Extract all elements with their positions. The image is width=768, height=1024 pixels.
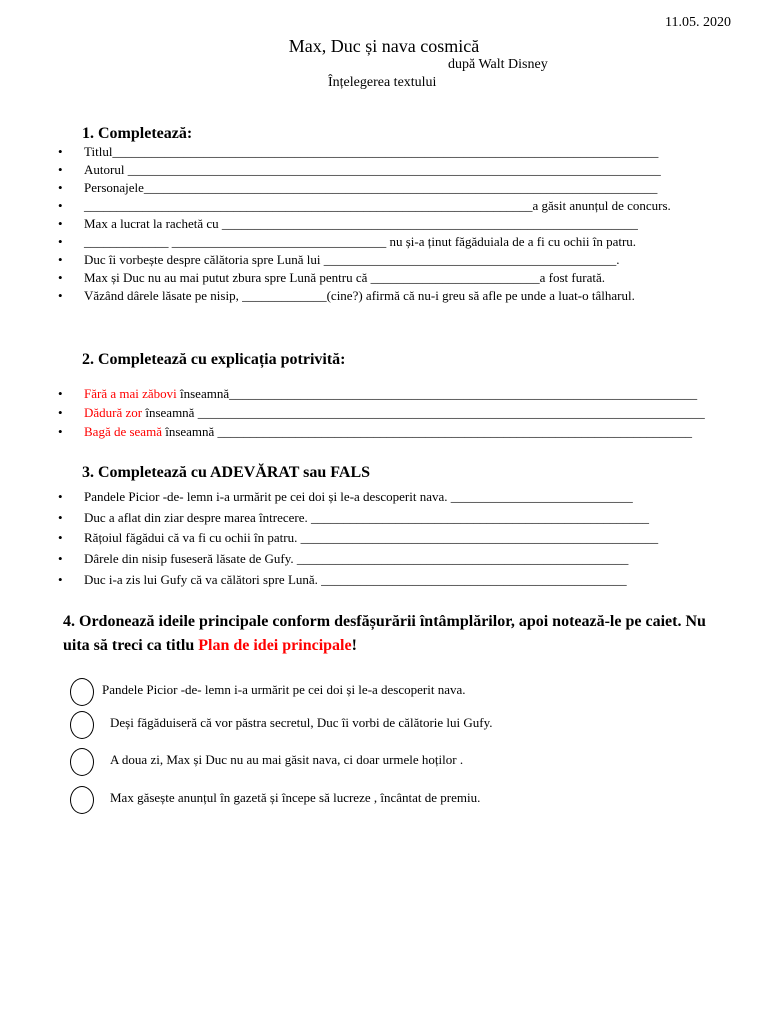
list-item	[84, 405, 705, 421]
idea-text: Pandele Picior -de- lemn i-a urmărit pe cei doi și le-a descoperit nava.	[102, 682, 466, 697]
list-item: • Duc a aflat din ziar despre marea întrecere. ____________________________________________________	[84, 510, 649, 526]
phrase: Fără a mai zăbovi	[84, 386, 177, 401]
order-circle[interactable]	[70, 786, 94, 814]
list-item: • Pandele Picior -de- lemn i-a urmărit pe cei doi și le-a descoperit nava. ____________________________	[84, 489, 633, 505]
section3-heading: 3. Completează cu ADEVĂRAT sau FALS	[82, 464, 371, 481]
list-item: • Max și Duc nu au mai putut zbura spre Lună pentru că __________________________a fost furată.	[84, 270, 605, 286]
author-line: după Walt Disney	[448, 57, 548, 72]
list-item: • Duc îi vorbește despre călătoria spre Lună lui _____________________________________________.	[84, 252, 619, 268]
list-item: • Autorul __________________________________________________________________________________	[84, 162, 661, 178]
section4-heading-text: 4. Ordonează ideile principale conform desfășurării întâmplărilor, apoi notează-le pe caiet. Nu uita să treci ca titlu	[63, 613, 706, 654]
plan-title: Plan de idei principale	[198, 637, 352, 654]
idea-text: A doua zi, Max și Duc nu au mai găsit nava, ci doar urmele hoților .	[110, 752, 464, 767]
section1-heading: 1. Completează:	[82, 125, 193, 142]
list-item: • _____________ _________________________________ nu și-a ținut făgăduiala de a fi cu ochii în patru.	[84, 234, 636, 250]
list-item: • Personajele_______________________________________________________________________________	[84, 180, 657, 196]
blank-line: înseamnă________________________________________________________________________	[176, 386, 698, 401]
phrase: Dădură zor	[84, 405, 143, 420]
phrase: Bagă de seamă	[84, 424, 162, 439]
list-item: • Max a lucrat la rachetă cu ________________________________________________________________	[84, 216, 638, 232]
page-subtitle: Înțelegerea textului	[328, 75, 437, 90]
section4-heading	[63, 610, 723, 658]
date: 11.05. 2020	[665, 15, 731, 30]
list-item: • Titlul____________________________________________________________________________________	[84, 144, 658, 160]
list-item: • _____________________________________________________________________a găsit anunțul de concurs.	[84, 198, 671, 214]
page-title: Max, Duc și nava cosmică	[288, 36, 480, 56]
blank-line: înseamnă ______________________________________________________________________________	[142, 405, 705, 420]
list-item: • Duc i-a zis lui Gufy că va călători spre Lună. _______________________________________________	[84, 572, 627, 588]
order-circle[interactable]	[70, 748, 94, 776]
section2-heading: 2. Completează cu explicația potrivită:	[82, 351, 346, 368]
order-circle[interactable]	[70, 678, 94, 706]
list-item	[84, 386, 697, 402]
list-item: • Rățoiul făgădui că va fi cu ochii în patru. _______________________________________________________	[84, 530, 658, 546]
idea-text: Max găsește anunțul în gazetă și începe să lucreze , încântat de premiu.	[110, 790, 481, 805]
list-item: • Dârele din nisip fuseseră lăsate de Gufy. ___________________________________________________	[84, 551, 628, 567]
list-item	[84, 424, 692, 440]
list-item: • Văzând dârele lăsate pe nisip, _____________(cine?) afirmă că nu-i greu să afle pe unde a luat-o tâlharul.	[84, 288, 724, 304]
idea-text: Deși făgăduiseră că vor păstra secretul, Duc îi vorbi de călătorie lui Gufy.	[110, 715, 493, 730]
blank-line: înseamnă _________________________________________________________________________	[161, 424, 693, 439]
order-circle[interactable]	[70, 711, 94, 739]
heading-end: !	[351, 637, 357, 654]
